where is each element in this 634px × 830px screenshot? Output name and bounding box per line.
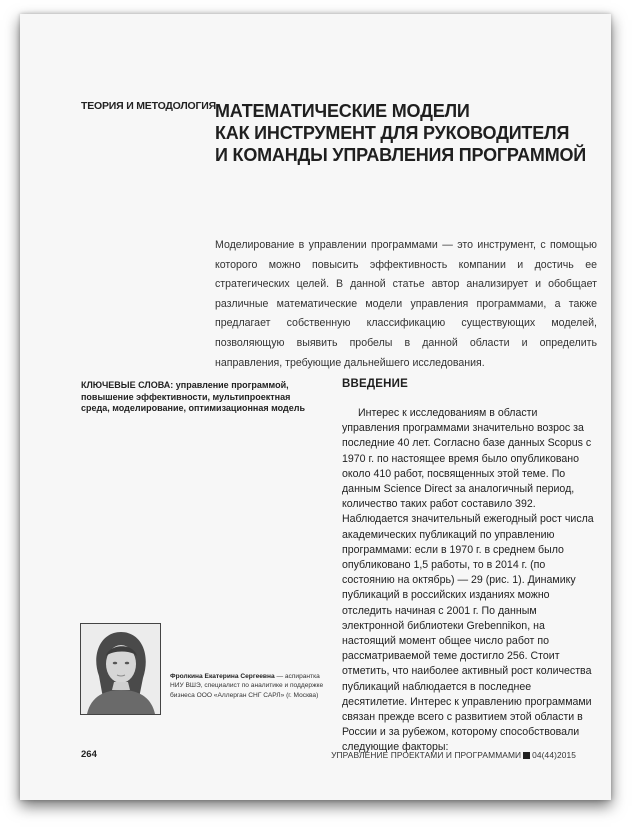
- section-label: ТЕОРИЯ И МЕТОДОЛОГИЯ: [81, 100, 216, 112]
- author-photo: [80, 623, 161, 715]
- author-info: [170, 672, 330, 700]
- square-separator-icon: [523, 752, 530, 759]
- journal-footer: [331, 750, 576, 760]
- title-line: КАК ИНСТРУМЕНТ ДЛЯ РУКОВОДИТЕЛЯ: [215, 123, 570, 143]
- journal-page: [20, 14, 611, 800]
- title-line: МАТЕМАТИЧЕСКИЕ МОДЕЛИ: [215, 101, 470, 121]
- intro-body: Интерес к исследованиям в области управления программами значительно возрос за последние 40 лет. Согласно базе данных Scopus с 1970 г. по настоящее время было опубликовано около 410 работ, посвященных этой теме. По данным Science Direct за аналогичный период, количество таких работ составило 392. Наблюдается значительный ежегодный рост числа академических публикаций по управлению программами: если в 1970 г. в среднем было опубликовано 1,5 работы, то в 2014 г. (по состоянию на октябрь) — 29 (рис. 1). Динамику публикаций в российских изданиях можно отследить начиная с 2001 г. По данным электронной библиотеки Grebennikon, на настоящий момент общее число работ по рассматриваемой теме достигло 256. Стоит отметить, что наиболее активный рост количества публикаций наблюдается в последнее десятилетие. Интерес к управлению программами связан прежде всего с развитием этой области в России и за рубежом, которому способствовали следующие факторы:: [342, 407, 594, 754]
- author-portrait-icon: [81, 624, 160, 714]
- article-title: [215, 100, 595, 166]
- author-name: Фролкина Екатерина Сергеевна: [170, 673, 275, 680]
- page-number: 264: [81, 749, 97, 760]
- title-line: И КОМАНДЫ УПРАВЛЕНИЯ ПРОГРАММОЙ: [215, 145, 587, 165]
- journal-name: УПРАВЛЕНИЕ ПРОЕКТАМИ И ПРОГРАММАМИ: [331, 750, 522, 760]
- keywords: КЛЮЧЕВЫЕ СЛОВА: управление программой, повышение эффективности, мультипроектная среда, моделирование, оптимизационная модель: [81, 380, 306, 414]
- author-bio: — аспирантка НИУ ВШЭ, специалист по аналитике и поддержке бизнеса ООО «Аллерган СНГ САРЛ» (г. Москва): [170, 673, 324, 699]
- abstract: Моделирование в управлении программами — это инструмент, с помощью которого можно повысить эффективность компании и достичь ее стратегических целей. В данной статье автор анализирует и обобщает различные математические модели управления программами, а также предлагает собственную классификацию существующих моделей, позволяющую выявить пробелы в данной области и определить направления, требующие дальнейшего исследования.: [215, 239, 597, 369]
- intro-heading: ВВЕДЕНИЕ: [342, 378, 408, 390]
- journal-issue: 04(44)2015: [532, 750, 576, 760]
